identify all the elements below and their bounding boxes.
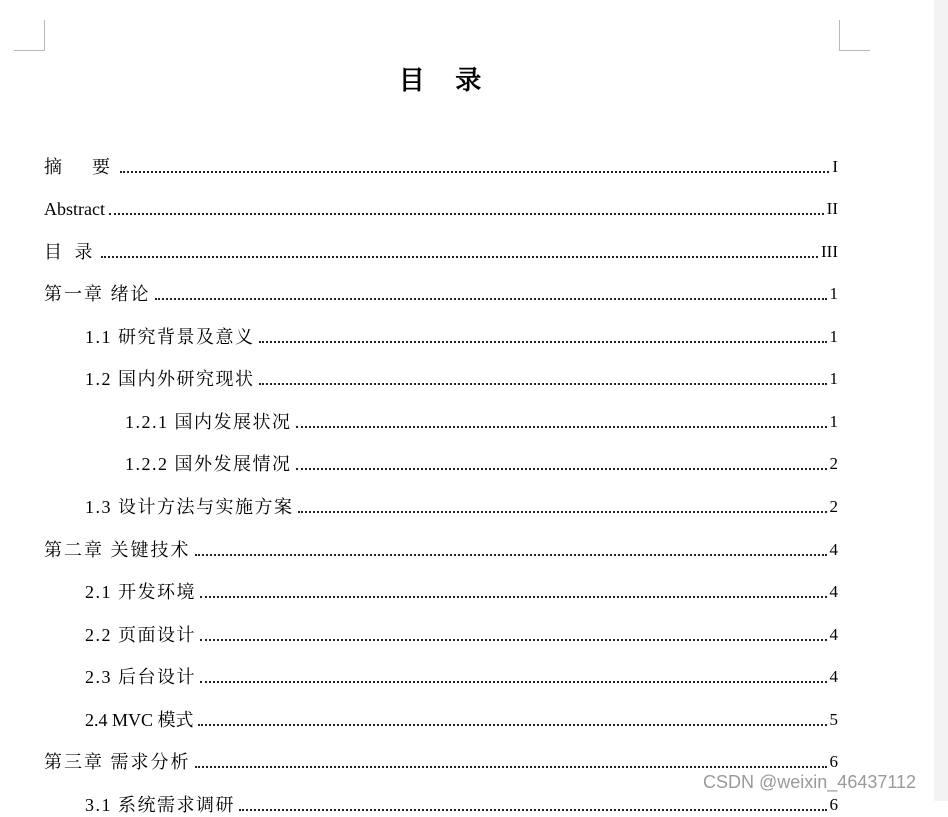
toc-entry[interactable] <box>44 222 838 264</box>
toc-leader-dots <box>298 511 827 513</box>
toc-entry[interactable] <box>44 179 838 221</box>
toc-entry-page: 5 <box>829 710 838 729</box>
toc-entry-label: 2.1 开发环境 <box>85 582 196 602</box>
toc-entry[interactable] <box>85 690 838 732</box>
toc-entry-label: 摘 要 <box>44 157 116 177</box>
toc-leader-dots <box>198 724 827 726</box>
toc-leader-dots <box>155 298 827 300</box>
toc-leader-dots <box>296 426 827 428</box>
toc-entry[interactable] <box>44 264 838 306</box>
toc-leader-dots <box>296 468 827 470</box>
toc-leader-dots <box>200 639 827 641</box>
toc-entry-page: 2 <box>829 454 838 473</box>
toc-entry[interactable] <box>125 434 838 476</box>
toc-entry[interactable] <box>85 605 838 647</box>
toc-entry-label: 第三章 需求分析 <box>44 752 191 772</box>
toc-entry-label: 3.1 系统需求调研 <box>85 795 235 815</box>
toc-entry[interactable] <box>85 562 838 604</box>
toc-leader-dots <box>195 554 827 556</box>
toc-entry-label: 2.4 MVC 模式 <box>85 710 194 730</box>
toc-leader-dots <box>200 681 827 683</box>
toc-entry-page: 4 <box>829 540 838 559</box>
toc-entry-label: 第二章 关键技术 <box>44 540 191 560</box>
toc-entry-page: I <box>832 157 838 176</box>
toc-entry-page: 4 <box>829 667 838 686</box>
watermark: CSDN @weixin_46437112 <box>703 772 917 792</box>
crop-mark-top-right <box>839 20 870 51</box>
toc-title: 目 录 <box>398 66 494 95</box>
toc-entry[interactable] <box>85 477 838 519</box>
toc-entry-label: Abstract <box>44 199 105 219</box>
toc-entry[interactable] <box>125 392 838 434</box>
toc-entry[interactable] <box>85 307 838 349</box>
toc-entry-page: 1 <box>829 284 838 303</box>
toc-entry-page: II <box>826 199 838 218</box>
toc-entry[interactable] <box>44 732 838 774</box>
toc-entry-label: 1.2.1 国内发展状况 <box>125 412 292 432</box>
toc-leader-dots <box>200 596 827 598</box>
toc-entry-page: 6 <box>829 795 838 814</box>
toc-leader-dots <box>259 383 827 385</box>
toc-entry-page: 1 <box>829 369 838 388</box>
toc-leader-dots <box>101 256 819 258</box>
toc-entry-page: 1 <box>829 327 838 346</box>
toc-entry-page: 1 <box>829 412 838 431</box>
toc-entry-page: III <box>821 242 838 261</box>
toc-entry-label: 2.2 页面设计 <box>85 625 196 645</box>
toc-entry-label: 1.2 国内外研究现状 <box>85 369 255 389</box>
crop-mark-top-left <box>14 20 45 51</box>
toc-entry-page: 2 <box>829 497 838 516</box>
toc-entry-label: 第一章 绪论 <box>44 284 151 304</box>
toc-entry-page: 4 <box>829 582 838 601</box>
toc-entry-label: 目 录 <box>44 242 97 262</box>
toc-entry[interactable] <box>85 349 838 391</box>
toc-leader-dots <box>195 766 827 768</box>
toc-entry[interactable] <box>44 520 838 562</box>
toc-entry[interactable] <box>85 647 838 689</box>
toc-leader-dots <box>120 171 829 173</box>
toc-leader-dots <box>239 809 827 811</box>
toc-entry-label: 1.1 研究背景及意义 <box>85 327 255 347</box>
toc-leader-dots <box>109 213 824 215</box>
toc-entry-label: 2.3 后台设计 <box>85 667 196 687</box>
toc-entry[interactable] <box>44 137 838 179</box>
toc-entry-label: 1.2.2 国外发展情况 <box>125 454 292 474</box>
toc-entry-page: 6 <box>829 752 838 771</box>
toc-entry-page: 4 <box>829 625 838 644</box>
window-right-gutter <box>934 0 948 801</box>
toc-entry-label: 1.3 设计方法与实施方案 <box>85 497 294 517</box>
toc-leader-dots <box>259 341 827 343</box>
